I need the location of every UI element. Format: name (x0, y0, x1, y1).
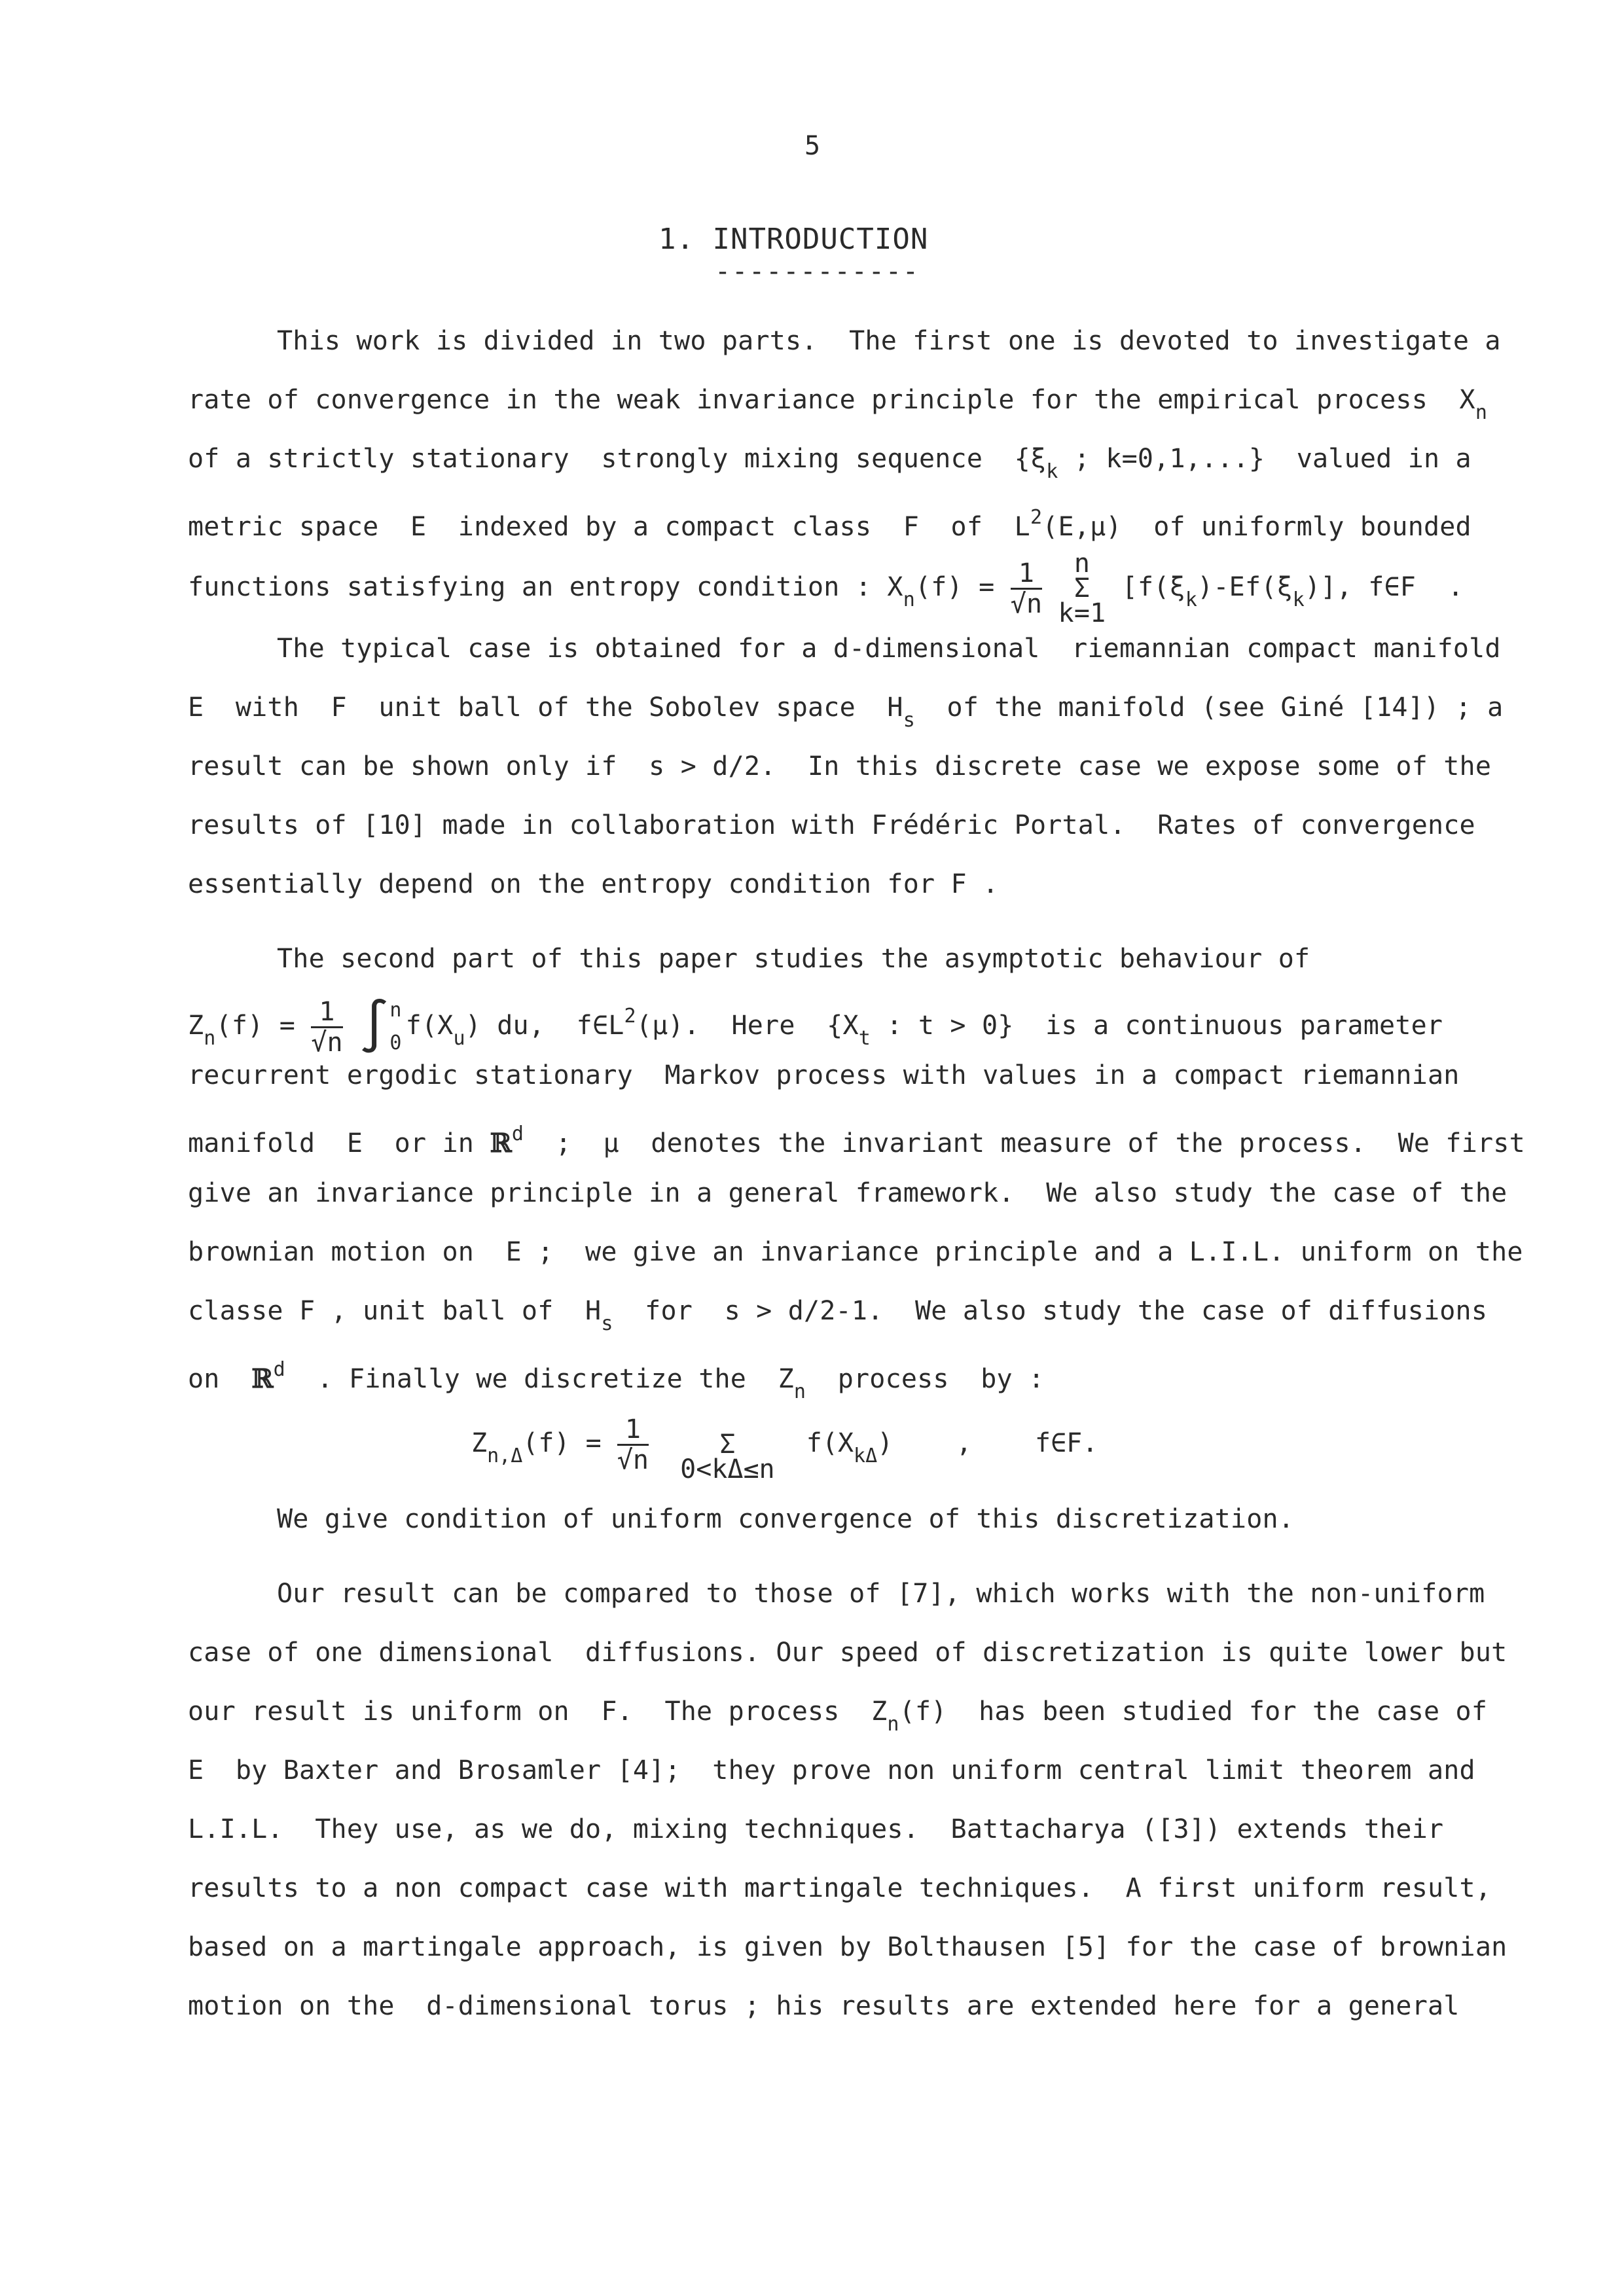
p3-line-6: brownian motion on E ; we give an invariance principle and a L.I.L. uniform on the (188, 1237, 1523, 1267)
section-title: 1. INTRODUCTION (659, 223, 929, 256)
p4-line-6: results to a non compact case with martingale techniques. A first uniform result, (188, 1873, 1492, 1903)
real-numbers-symbol: ℝ (490, 1128, 512, 1158)
p1-line-3: of a strictly stationary strongly mixing sequence {$\xi_k$ ; k=0,1,...} valued in a (188, 444, 1471, 483)
integral-sign: ∫ (359, 997, 390, 1056)
p3-line-4: manifold E or in ℝ$^d$ ; μ denotes the invariant measure of the process. We first (188, 1122, 1525, 1158)
p1-line-5: functions satisfying an entropy condition : $X_n(f)$ = $\frac{1}{√n}$ n Σ k=1 $[f(\xi_k)-Ef(\xi_k)]$, f∈F . (188, 548, 1464, 628)
sum-operator: n Σ k=1 (1058, 548, 1106, 628)
p3-line-2: $Z_n(f)$ = $\frac{1}{√n}$ ∫ n 0 $f(X_u)$ du, $f\in L^2(\mu)$. Here {$X_t$ : t > 0} is a continuous parameter (188, 994, 1445, 1062)
p2-line-4: results of [10] made in collaboration with Frédéric Portal. Rates of convergence (188, 810, 1475, 840)
p4-line-5: L.I.L. They use, as we do, mixing techniques. Battacharya ([3]) extends their (188, 1814, 1444, 1844)
p3-line-9: We give condition of uniform convergence of this discretization. (277, 1504, 1295, 1534)
p3-line-5: give an invariance principle in a general framework. We also study the case of the (188, 1178, 1507, 1208)
p4-line-1: Our result can be compared to those of [7], which works with the non-uniform (277, 1579, 1485, 1609)
p3-line-7: classe F , unit ball of $H_s$ for s > d/2-1. We also study the case of diffusions (188, 1296, 1488, 1335)
p1-line-1: This work is divided in two parts. The first one is devoted to investigate a (277, 326, 1501, 356)
p3-line-3: recurrent ergodic stationary Markov process with values in a compact riemannian (188, 1060, 1460, 1090)
discretization-equation: $Z_{n,\Delta}(f)$ = $\frac{1}{√n}$ Σ 0<kΔ≤n $f(X_{k\Delta})$ , f∈F. (471, 1407, 1098, 1482)
p3-line-8: on ℝ$^d$ . Finally we discretize the $Z_n$ process by : (188, 1358, 1045, 1403)
p2-line-2: E with F unit ball of the Sobolev space $H_s$ of the manifold (see Giné [14]) ; a (188, 692, 1504, 732)
p2-line-3: result can be shown only if s > d/2. In this discrete case we expose some of the (188, 751, 1492, 781)
p4-line-8: motion on the d-dimensional torus ; his results are extended here for a general (188, 1991, 1460, 2021)
real-numbers-symbol: ℝ (251, 1363, 274, 1394)
p4-line-3: our result is uniform on F. The process $Z_n(f)$ has been studied for the case of (188, 1696, 1488, 1736)
p4-line-7: based on a martingale approach, is given by Bolthausen [5] for the case of brownian (188, 1932, 1507, 1962)
title-underline: ------------ (715, 257, 920, 287)
fraction-one-over-root-n: $\frac{1}{√n}$ (311, 996, 343, 1058)
fraction-one-over-root-n: $\frac{1}{√n}$ (617, 1414, 649, 1475)
integral-limits: n 0 (389, 999, 402, 1054)
sum-operator: Σ 0<kΔ≤n (680, 1429, 775, 1484)
p3-line-1: The second part of this paper studies the asymptotic behaviour of (277, 944, 1310, 974)
p4-line-4: E by Baxter and Brosamler [4]; they prove non uniform central limit theorem and (188, 1755, 1475, 1785)
p2-line-1: The typical case is obtained for a d-dimensional riemannian compact manifold (277, 634, 1501, 664)
p4-line-2: case of one dimensional diffusions. Our speed of discretization is quite lower but (188, 1638, 1507, 1668)
fraction-one-over-root-n: $\frac{1}{√n}$ (1010, 558, 1043, 619)
p1-line-2: rate of convergence in the weak invariance principle for the empirical process $X_n$ (188, 385, 1488, 424)
page-number: 5 (804, 131, 821, 161)
p1-line-4: metric space E indexed by a compact class F of $L^2(E,\mu)$ of uniformly bounded (188, 506, 1471, 542)
p2-line-5: essentially depend on the entropy condition for F . (188, 869, 999, 899)
